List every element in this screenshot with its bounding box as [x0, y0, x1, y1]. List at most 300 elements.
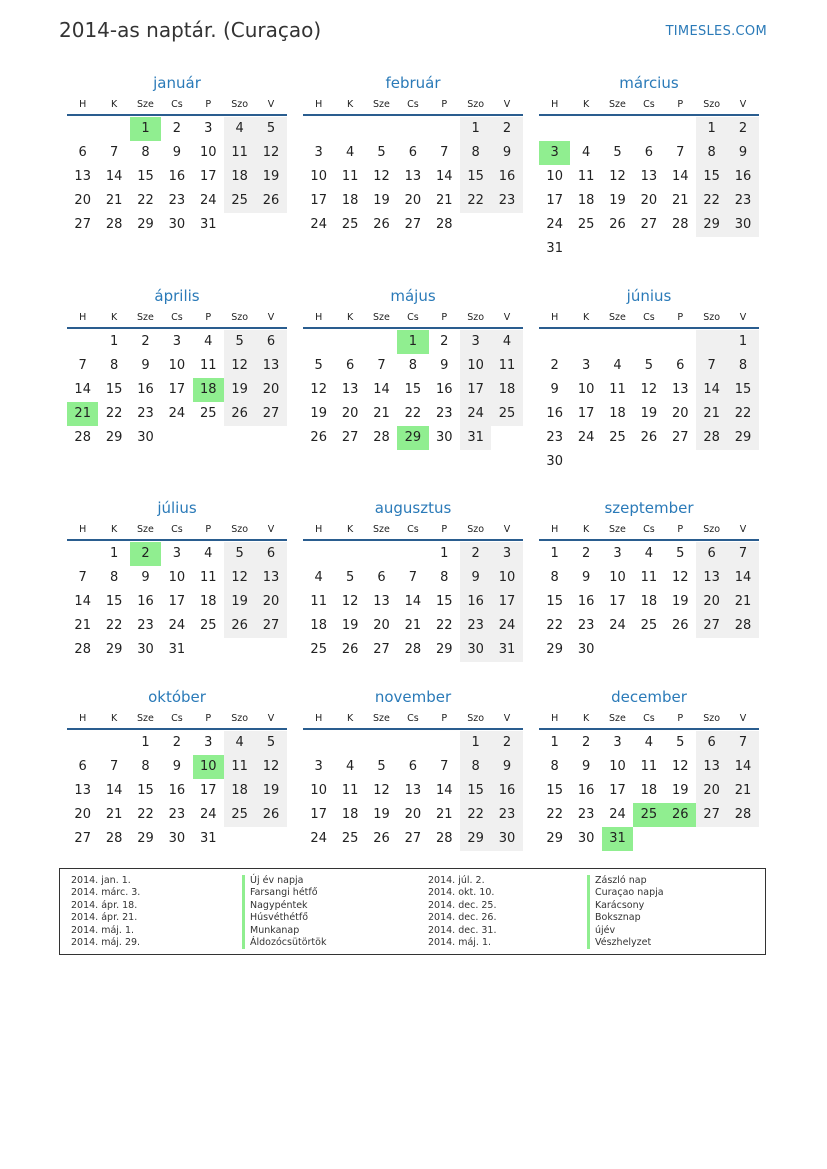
- site-logo[interactable]: TIMESLES.COM: [665, 24, 767, 39]
- day-cell: 27: [696, 614, 727, 638]
- day-cell: 8: [141, 759, 150, 774]
- day-cell: 10: [609, 759, 626, 774]
- day-cell: 17: [199, 783, 217, 798]
- day-cell: 1: [550, 546, 559, 561]
- weekday-label: H: [315, 99, 323, 110]
- day-cell: 27: [255, 402, 286, 426]
- weekday-label: Szo: [231, 99, 249, 110]
- day-cell: 13: [404, 783, 422, 798]
- weekday-label: P: [441, 99, 448, 110]
- day-cell: 22: [546, 618, 563, 633]
- weekday-header: [539, 710, 759, 730]
- day-cell: 29: [435, 642, 453, 657]
- day-cell: 12: [341, 594, 359, 609]
- day-cell: 1: [440, 546, 449, 561]
- day-cell: 19: [609, 193, 626, 208]
- day-cell: 20: [373, 618, 390, 633]
- day-cell: 20: [404, 807, 422, 822]
- empty-cell: [67, 731, 98, 755]
- day-cell: 15: [460, 779, 491, 803]
- day-cell: 9: [172, 759, 181, 774]
- day-cell: 10: [199, 145, 217, 160]
- day-cell: 22: [460, 189, 491, 213]
- weekday-label: Cs: [171, 99, 183, 110]
- day-grid: [539, 330, 759, 474]
- empty-cell: [366, 330, 397, 354]
- day-cell: 15: [696, 165, 727, 189]
- weekday-label: Szo: [467, 312, 485, 323]
- day-cell: 16: [435, 382, 453, 397]
- month-block: [539, 72, 759, 261]
- day-cell: 4: [491, 330, 522, 354]
- empty-cell: [67, 330, 98, 354]
- weekday-header: [303, 309, 523, 329]
- weekday-label: Sze: [137, 312, 154, 323]
- empty-cell: [397, 542, 428, 566]
- weekday-label: Szo: [467, 713, 485, 724]
- day-cell: 15: [435, 594, 453, 609]
- empty-cell: [334, 731, 365, 755]
- day-cell: 30: [546, 454, 563, 469]
- weekday-label: Sze: [609, 524, 626, 535]
- day-cell: 11: [224, 141, 255, 165]
- day-cell: 25: [199, 406, 217, 421]
- weekday-label: Szo: [467, 524, 485, 535]
- day-cell: 7: [109, 759, 119, 774]
- day-cell: 14: [74, 382, 91, 397]
- day-cell: 13: [74, 169, 91, 184]
- empty-cell: [334, 330, 365, 354]
- day-cell: 27: [373, 642, 390, 657]
- empty-cell: [633, 117, 664, 141]
- month-name: január: [153, 74, 201, 92]
- weekday-label: V: [739, 312, 747, 323]
- day-cell: 7: [109, 145, 119, 160]
- weekday-header: [539, 521, 759, 541]
- day-cell: 25: [640, 618, 658, 633]
- day-cell: 13: [74, 783, 91, 798]
- weekday-header: [303, 521, 523, 541]
- day-grid: [303, 330, 523, 450]
- day-cell: 18: [640, 594, 658, 609]
- day-cell: 22: [727, 402, 758, 426]
- day-cell: 10: [491, 566, 522, 590]
- day-cell: 8: [141, 145, 150, 160]
- day-cell: 1: [109, 546, 119, 561]
- day-cell: 27: [74, 217, 91, 232]
- day-cell: 2: [172, 121, 181, 136]
- day-cell: 23: [168, 193, 186, 208]
- day-cell: 3: [491, 542, 522, 566]
- weekday-header: [539, 96, 759, 116]
- day-cell: 6: [408, 759, 417, 774]
- day-cell: 23: [137, 406, 154, 421]
- day-cell: 1: [460, 731, 491, 755]
- empty-cell: [633, 330, 664, 354]
- day-cell: 21: [404, 618, 422, 633]
- day-cell: 8: [727, 354, 758, 378]
- weekday-label: Sze: [373, 312, 390, 323]
- weekday-label: K: [582, 312, 590, 323]
- legend-holiday-name: Curaçao napja: [587, 887, 664, 899]
- day-cell: 6: [696, 731, 727, 755]
- day-cell: 12: [609, 169, 626, 184]
- day-cell: 4: [224, 731, 255, 755]
- day-cell: 4: [314, 570, 323, 585]
- day-cell: 13: [341, 382, 359, 397]
- weekday-label: Szo: [703, 524, 721, 535]
- day-cell: 14: [671, 169, 689, 184]
- day-cell: 1: [550, 735, 559, 750]
- holiday-day-cell: 1: [397, 330, 428, 354]
- weekday-label: Cs: [407, 713, 419, 724]
- day-cell: 21: [727, 779, 758, 803]
- day-grid: [67, 542, 287, 662]
- empty-cell: [366, 542, 397, 566]
- month-block: [67, 72, 287, 237]
- day-cell: 15: [727, 378, 758, 402]
- day-cell: 30: [168, 217, 186, 232]
- weekday-label: V: [267, 524, 275, 535]
- day-cell: 28: [404, 642, 422, 657]
- day-cell: 9: [581, 759, 591, 774]
- day-cell: 31: [460, 426, 491, 450]
- day-cell: 20: [74, 193, 91, 208]
- day-cell: 14: [105, 783, 123, 798]
- day-cell: 29: [137, 831, 154, 846]
- empty-cell: [539, 330, 570, 354]
- day-cell: 15: [137, 783, 154, 798]
- weekday-label: Cs: [171, 312, 183, 323]
- day-cell: 8: [460, 141, 491, 165]
- empty-cell: [98, 731, 129, 755]
- day-cell: 3: [204, 121, 213, 136]
- day-cell: 3: [613, 546, 622, 561]
- day-cell: 7: [377, 358, 386, 373]
- day-cell: 30: [435, 430, 453, 445]
- empty-cell: [429, 731, 460, 755]
- holiday-day-cell: 1: [130, 117, 161, 141]
- day-cell: 2: [491, 117, 522, 141]
- legend-date: 2014. okt. 10.: [428, 887, 495, 899]
- day-cell: 20: [696, 779, 727, 803]
- empty-cell: [602, 330, 633, 354]
- day-cell: 20: [696, 590, 727, 614]
- legend-dates-right: [428, 875, 496, 949]
- day-cell: 5: [255, 117, 286, 141]
- day-cell: 22: [137, 193, 154, 208]
- day-grid: [303, 731, 523, 851]
- weekday-label: K: [582, 524, 590, 535]
- weekday-label: H: [79, 99, 87, 110]
- holiday-day-cell: 25: [633, 803, 664, 827]
- weekday-label: Cs: [643, 713, 655, 724]
- day-cell: 29: [105, 642, 123, 657]
- day-cell: 9: [491, 755, 522, 779]
- day-cell: 16: [168, 169, 186, 184]
- day-cell: 12: [255, 141, 286, 165]
- day-cell: 26: [310, 430, 327, 445]
- day-cell: 25: [577, 217, 595, 232]
- day-cell: 19: [373, 807, 390, 822]
- day-cell: 19: [310, 406, 327, 421]
- weekday-label: Cs: [407, 99, 419, 110]
- weekday-label: Szo: [467, 99, 485, 110]
- day-cell: 2: [141, 334, 150, 349]
- day-cell: 26: [224, 402, 255, 426]
- month-block: [303, 72, 523, 237]
- day-cell: 1: [109, 334, 119, 349]
- day-cell: 23: [491, 189, 522, 213]
- day-cell: 9: [581, 570, 591, 585]
- weekday-label: V: [503, 312, 511, 323]
- weekday-label: P: [677, 99, 684, 110]
- day-cell: 7: [408, 570, 417, 585]
- day-cell: 29: [105, 430, 123, 445]
- empty-cell: [665, 330, 696, 354]
- month-name: november: [374, 688, 452, 706]
- day-cell: 28: [727, 803, 758, 827]
- weekday-label: Szo: [703, 713, 721, 724]
- month-block: [539, 285, 759, 474]
- day-cell: 22: [404, 406, 422, 421]
- day-cell: 4: [581, 145, 591, 160]
- weekday-label: P: [441, 312, 448, 323]
- day-cell: 31: [168, 642, 186, 657]
- day-cell: 16: [577, 594, 595, 609]
- day-cell: 24: [609, 618, 626, 633]
- day-cell: 26: [373, 217, 390, 232]
- day-cell: 9: [491, 141, 522, 165]
- day-cell: 19: [224, 378, 255, 402]
- day-cell: 5: [224, 330, 255, 354]
- day-cell: 8: [696, 141, 727, 165]
- day-cell: 23: [491, 803, 522, 827]
- day-cell: 24: [310, 831, 327, 846]
- day-cell: 27: [74, 831, 91, 846]
- day-cell: 17: [609, 783, 626, 798]
- day-cell: 21: [671, 193, 689, 208]
- weekday-label: V: [739, 99, 747, 110]
- weekday-label: Sze: [609, 99, 626, 110]
- day-cell: 15: [404, 382, 422, 397]
- day-cell: 11: [577, 169, 595, 184]
- day-cell: 16: [460, 590, 491, 614]
- day-cell: 12: [640, 382, 658, 397]
- day-cell: 19: [671, 594, 689, 609]
- legend-date: 2014. jan. 1.: [71, 875, 131, 886]
- day-cell: 2: [727, 117, 758, 141]
- empty-cell: [429, 117, 460, 141]
- day-cell: 8: [408, 358, 417, 373]
- weekday-label: H: [79, 713, 87, 724]
- day-cell: 14: [435, 169, 453, 184]
- day-cell: 29: [546, 831, 563, 846]
- day-cell: 16: [137, 594, 154, 609]
- day-cell: 6: [345, 358, 355, 373]
- day-cell: 12: [224, 566, 255, 590]
- weekday-label: K: [582, 99, 590, 110]
- weekday-header: [67, 710, 287, 730]
- day-cell: 6: [78, 759, 87, 774]
- weekday-label: P: [205, 524, 212, 535]
- day-cell: 21: [74, 618, 91, 633]
- weekday-label: H: [551, 524, 559, 535]
- day-cell: 29: [546, 642, 563, 657]
- day-cell: 3: [172, 334, 181, 349]
- weekday-label: K: [110, 713, 118, 724]
- day-cell: 8: [550, 570, 559, 585]
- day-cell: 6: [408, 145, 417, 160]
- weekday-label: V: [739, 713, 747, 724]
- legend-date: 2014. máj. 29.: [71, 937, 141, 949]
- month-name: augusztus: [374, 499, 452, 517]
- day-cell: 29: [696, 213, 727, 237]
- day-cell: 19: [224, 590, 255, 614]
- day-cell: 13: [696, 755, 727, 779]
- weekday-label: K: [110, 524, 118, 535]
- day-cell: 17: [310, 807, 327, 822]
- day-cell: 12: [671, 570, 689, 585]
- day-cell: 15: [137, 169, 154, 184]
- day-cell: 4: [224, 117, 255, 141]
- day-cell: 18: [310, 618, 327, 633]
- weekday-label: P: [205, 99, 212, 110]
- day-cell: 27: [341, 430, 359, 445]
- page-title: 2014-as naptár. (Curaçao): [59, 18, 322, 42]
- holiday-legend: [59, 868, 766, 955]
- weekday-header: [67, 309, 287, 329]
- day-cell: 1: [460, 117, 491, 141]
- day-cell: 28: [435, 831, 453, 846]
- day-cell: 28: [671, 217, 689, 232]
- day-cell: 10: [546, 169, 563, 184]
- day-cell: 9: [460, 566, 491, 590]
- empty-cell: [602, 117, 633, 141]
- day-cell: 28: [435, 217, 453, 232]
- day-cell: 19: [671, 783, 689, 798]
- day-cell: 21: [105, 193, 123, 208]
- day-cell: 17: [491, 590, 522, 614]
- weekday-label: Sze: [373, 524, 390, 535]
- day-cell: 2: [460, 542, 491, 566]
- day-cell: 13: [404, 169, 422, 184]
- month-block: [67, 686, 287, 851]
- day-cell: 10: [310, 169, 327, 184]
- day-cell: 16: [577, 783, 595, 798]
- weekday-label: Sze: [373, 713, 390, 724]
- weekday-label: Sze: [609, 713, 626, 724]
- day-cell: 23: [168, 807, 186, 822]
- day-cell: 24: [609, 807, 626, 822]
- empty-cell: [303, 117, 334, 141]
- month-name: május: [390, 287, 436, 305]
- day-cell: 20: [640, 193, 658, 208]
- empty-cell: [366, 117, 397, 141]
- month-name: október: [148, 688, 206, 706]
- day-cell: 14: [105, 169, 123, 184]
- day-cell: 25: [341, 831, 359, 846]
- day-cell: 24: [168, 618, 186, 633]
- day-cell: 7: [78, 358, 87, 373]
- day-cell: 21: [373, 406, 390, 421]
- day-cell: 30: [137, 430, 154, 445]
- day-cell: 22: [105, 406, 123, 421]
- weekday-label: K: [582, 713, 590, 724]
- weekday-label: Cs: [407, 312, 419, 323]
- weekday-label: V: [267, 99, 275, 110]
- day-cell: 13: [373, 594, 390, 609]
- day-cell: 7: [676, 145, 685, 160]
- weekday-label: Sze: [137, 524, 154, 535]
- day-cell: 17: [199, 169, 217, 184]
- day-cell: 8: [550, 759, 559, 774]
- day-cell: 18: [199, 594, 217, 609]
- day-cell: 30: [577, 642, 595, 657]
- day-cell: 30: [491, 827, 522, 851]
- day-cell: 9: [727, 141, 758, 165]
- day-cell: 7: [696, 354, 727, 378]
- weekday-label: V: [503, 99, 511, 110]
- day-cell: 12: [373, 169, 390, 184]
- day-cell: 20: [341, 406, 359, 421]
- weekday-label: V: [503, 713, 511, 724]
- weekday-label: K: [346, 713, 354, 724]
- day-cell: 10: [310, 783, 327, 798]
- day-cell: 28: [74, 430, 91, 445]
- day-cell: 5: [676, 546, 685, 561]
- day-cell: 4: [644, 546, 653, 561]
- legend-holiday-name: Vészhelyzet: [587, 937, 664, 949]
- day-cell: 31: [199, 831, 217, 846]
- day-cell: 30: [460, 638, 491, 662]
- day-cell: 6: [255, 542, 286, 566]
- day-cell: 15: [105, 594, 123, 609]
- month-block: [303, 497, 523, 662]
- day-cell: 29: [460, 827, 491, 851]
- weekday-header: [67, 96, 287, 116]
- legend-names-right: [587, 875, 664, 949]
- month-block: [303, 686, 523, 851]
- day-cell: 23: [577, 807, 595, 822]
- holiday-day-cell: 2: [130, 542, 161, 566]
- day-cell: 24: [310, 217, 327, 232]
- day-cell: 5: [676, 735, 685, 750]
- day-cell: 9: [141, 358, 150, 373]
- day-cell: 15: [546, 594, 563, 609]
- day-cell: 31: [199, 217, 217, 232]
- day-cell: 28: [74, 642, 91, 657]
- day-cell: 30: [727, 213, 758, 237]
- holiday-day-cell: 10: [193, 755, 224, 779]
- weekday-label: H: [551, 99, 559, 110]
- day-cell: 5: [314, 358, 323, 373]
- day-cell: 4: [204, 334, 213, 349]
- weekday-label: P: [441, 524, 448, 535]
- day-cell: 18: [609, 406, 626, 421]
- month-name: december: [611, 688, 687, 706]
- day-cell: 27: [640, 217, 658, 232]
- day-cell: 15: [105, 382, 123, 397]
- day-cell: 10: [168, 570, 186, 585]
- day-cell: 21: [435, 193, 453, 208]
- empty-cell: [397, 731, 428, 755]
- day-cell: 19: [640, 406, 658, 421]
- day-cell: 17: [168, 594, 186, 609]
- day-cell: 5: [613, 145, 622, 160]
- day-cell: 3: [581, 358, 591, 373]
- weekday-label: Cs: [171, 713, 183, 724]
